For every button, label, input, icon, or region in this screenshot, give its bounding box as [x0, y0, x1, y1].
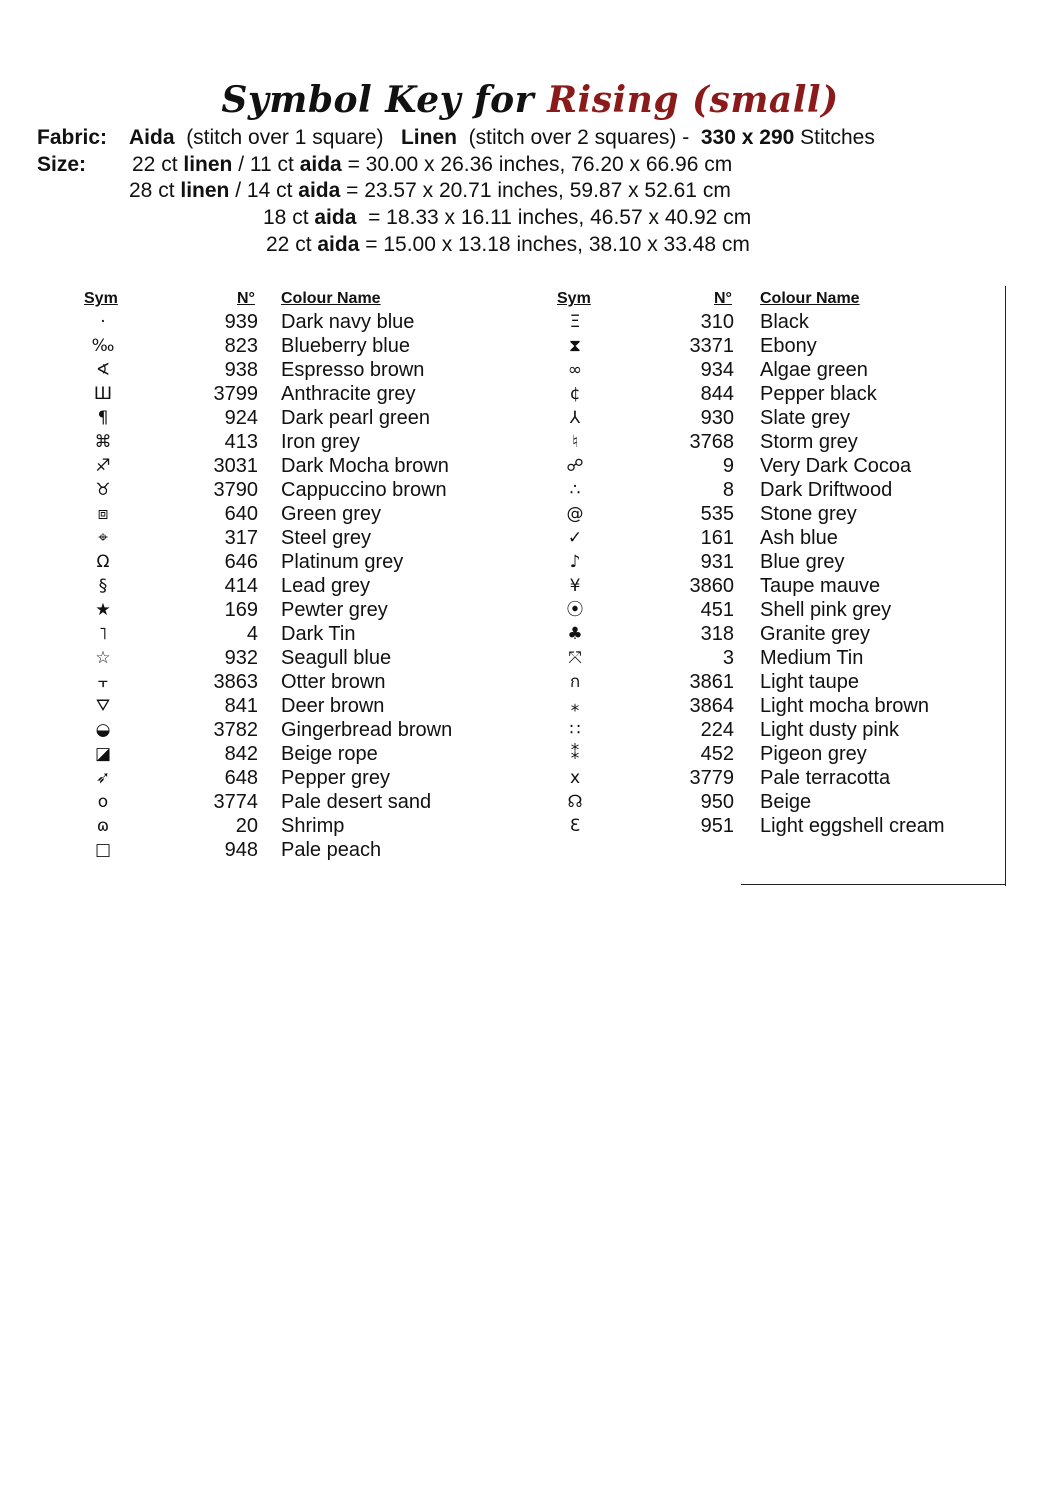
symbol-glyph: ก — [569, 672, 581, 692]
size-line-2: 28 ct linen / 14 ct aida = 23.57 x 20.71 inches, 59.87 x 52.61 cm — [129, 179, 731, 202]
colour-name: Storm grey — [760, 431, 858, 453]
symbol-glyph: ⁑ — [570, 744, 580, 764]
title-prefix: Symbol Key for — [221, 79, 535, 121]
symbol-glyph: ⛛ — [95, 696, 111, 716]
symbol-glyph: ♮ — [571, 432, 579, 452]
symbol-glyph: ☆ — [95, 648, 111, 668]
table-row — [0, 742, 1060, 766]
table-row — [0, 478, 1060, 502]
size-line-4: 22 ct aida = 15.00 x 13.18 inches, 38.10 x 33.48 cm — [266, 233, 750, 256]
table-row — [0, 334, 1060, 358]
floss-number: 3790 — [213, 479, 258, 501]
floss-number: 948 — [224, 839, 258, 861]
colour-name: Otter brown — [281, 671, 386, 693]
floss-number: 224 — [700, 719, 734, 741]
colour-name: Dark navy blue — [281, 311, 415, 333]
table-row — [0, 310, 1060, 334]
colour-name: Black — [760, 311, 809, 333]
fabric-label: Fabric: — [37, 126, 108, 149]
size-label: Size: — [37, 153, 87, 176]
symbol-glyph: § — [98, 576, 108, 596]
fabric-line — [129, 125, 875, 151]
table-row — [0, 646, 1060, 670]
table-row — [0, 670, 1060, 694]
floss-number: 842 — [224, 743, 258, 765]
colour-name: Beige — [760, 791, 812, 813]
symbol-glyph: ♪ — [569, 552, 581, 572]
symbol-glyph: Ξ — [569, 312, 581, 332]
floss-number: 3860 — [689, 575, 734, 597]
floss-number: 932 — [224, 647, 258, 669]
floss-number: 823 — [224, 335, 258, 357]
floss-number: 3031 — [213, 455, 258, 477]
symbol-glyph: Ш — [93, 384, 113, 404]
floss-number: 452 — [700, 743, 734, 765]
symbol-glyph: · — [100, 312, 106, 332]
colour-name: Pale desert sand — [281, 791, 432, 813]
symbol-glyph: ∞ — [567, 360, 583, 380]
table-row — [0, 526, 1060, 550]
symbol-glyph: ♉ — [95, 480, 111, 500]
linen-note: (stitch over 2 squares) - — [468, 126, 690, 149]
table-border-bottom — [741, 884, 1006, 885]
symbol-glyph: ◪ — [94, 744, 112, 764]
floss-number: 4 — [246, 623, 258, 645]
symbol-glyph: ⧗ — [569, 336, 581, 356]
symbol-glyph: ☊ — [567, 792, 583, 812]
colour-name: Stone grey — [760, 503, 857, 525]
symbol-glyph: @ — [566, 504, 584, 524]
table-row — [0, 838, 1060, 862]
floss-number: 3 — [722, 647, 734, 669]
colour-name: Ash blue — [760, 527, 838, 549]
symbol-glyph: ★ — [95, 600, 111, 620]
floss-number: 934 — [700, 359, 734, 381]
symbol-glyph: ⦿ — [566, 600, 584, 620]
floss-number: 3861 — [689, 671, 734, 693]
table-row — [0, 790, 1060, 814]
floss-number: 3863 — [213, 671, 258, 693]
linen-word: Linen — [400, 126, 457, 149]
table-row — [0, 622, 1060, 646]
colour-name: Pepper grey — [281, 767, 390, 789]
floss-number: 930 — [700, 407, 734, 429]
colour-name: Deer brown — [281, 695, 385, 717]
colour-name: Shell pink grey — [760, 599, 892, 621]
floss-number: 841 — [224, 695, 258, 717]
table-row — [0, 358, 1060, 382]
table-row — [0, 502, 1060, 526]
colour-name: Pale peach — [281, 839, 382, 861]
right-header-sym: Sym — [557, 290, 591, 307]
symbol-glyph: ∴ — [569, 480, 581, 500]
symbol-glyph: ɷ — [96, 816, 110, 836]
colour-name: Light taupe — [760, 671, 859, 693]
table-row — [0, 574, 1060, 598]
floss-number: 451 — [700, 599, 734, 621]
floss-number: 414 — [224, 575, 258, 597]
left-header-num: N° — [237, 290, 255, 307]
symbol-glyph: ✓ — [567, 528, 583, 548]
symbol-glyph: ☍ — [566, 456, 584, 476]
table-row — [0, 598, 1060, 622]
pattern-name: Rising (small) — [547, 79, 839, 121]
symbol-glyph: ⫟ — [97, 672, 109, 692]
colour-name: Blue grey — [760, 551, 845, 573]
symbol-glyph: □ — [94, 840, 112, 860]
colour-name: Very Dark Cocoa — [760, 455, 912, 477]
colour-name: Taupe mauve — [760, 575, 881, 597]
table-row — [0, 430, 1060, 454]
floss-number: 318 — [700, 623, 734, 645]
symbol-glyph: ◒ — [95, 720, 111, 740]
floss-number: 931 — [700, 551, 734, 573]
symbol-glyph: ∢ — [95, 360, 111, 380]
symbol-glyph: ˥ — [98, 624, 108, 644]
floss-number: 648 — [224, 767, 258, 789]
symbol-glyph: x — [569, 768, 581, 788]
table-row — [0, 382, 1060, 406]
symbol-glyph: ⌖ — [98, 528, 108, 548]
symbol-glyph: ‰ — [91, 336, 115, 356]
floss-number: 844 — [700, 383, 734, 405]
floss-number: 3864 — [689, 695, 734, 717]
colour-name: Steel grey — [281, 527, 372, 549]
symbol-glyph: ⧈ — [97, 504, 109, 524]
table-row — [0, 406, 1060, 430]
stitches-word: Stitches — [800, 126, 875, 149]
symbol-glyph: ♣ — [567, 624, 583, 644]
table-row — [0, 814, 1060, 838]
symbol-glyph: Ɛ — [569, 816, 581, 836]
colour-name: Cappuccino brown — [281, 479, 447, 501]
floss-number: 3799 — [213, 383, 258, 405]
colour-name: Medium Tin — [760, 647, 864, 669]
colour-name: Pigeon grey — [760, 743, 867, 765]
floss-number: 3371 — [689, 335, 734, 357]
floss-number: 950 — [700, 791, 734, 813]
symbol-glyph: ➶ — [95, 768, 111, 788]
colour-name: Light dusty pink — [760, 719, 899, 741]
colour-name: Anthracite grey — [281, 383, 416, 405]
colour-name: Light mocha brown — [760, 695, 929, 717]
colour-name: Light eggshell cream — [760, 815, 945, 837]
colour-name: Pewter grey — [281, 599, 388, 621]
colour-name: Green grey — [281, 503, 382, 525]
right-header-num: N° — [714, 290, 732, 307]
colour-name: Espresso brown — [281, 359, 425, 381]
symbol-glyph: ⅄ — [569, 408, 581, 428]
colour-name: Dark Tin — [281, 623, 356, 645]
left-header-sym: Sym — [84, 290, 118, 307]
table-row — [0, 454, 1060, 478]
size-line-3: 18 ct aida = 18.33 x 16.11 inches, 46.57 x 40.92 cm — [263, 206, 752, 229]
floss-number: 413 — [224, 431, 258, 453]
floss-number: 646 — [224, 551, 258, 573]
colour-name: Beige rope — [281, 743, 378, 765]
table-row — [0, 694, 1060, 718]
colour-name: Ebony — [760, 335, 817, 357]
colour-name: Slate grey — [760, 407, 851, 429]
symbol-glyph: ⁎ — [570, 696, 580, 716]
stitch-count: 330 x 290 — [700, 126, 795, 149]
colour-name: Iron grey — [281, 431, 360, 453]
colour-name: Lead grey — [281, 575, 370, 597]
colour-name: Platinum grey — [281, 551, 404, 573]
floss-number: 8 — [722, 479, 734, 501]
right-header-name: Colour Name — [760, 290, 860, 307]
aida-word: Aida — [129, 126, 175, 149]
colour-name: Gingerbread brown — [281, 719, 453, 741]
floss-number: 3782 — [213, 719, 258, 741]
symbol-glyph: Ω — [96, 552, 110, 572]
floss-number: 924 — [224, 407, 258, 429]
colour-name: Granite grey — [760, 623, 871, 645]
left-header-name: Colour Name — [281, 290, 381, 307]
floss-number: 169 — [224, 599, 258, 621]
colour-name: Dark Mocha brown — [281, 455, 449, 477]
colour-name: Pepper black — [760, 383, 877, 405]
floss-number: 951 — [700, 815, 734, 837]
colour-name: Seagull blue — [281, 647, 392, 669]
table-row — [0, 718, 1060, 742]
floss-number: 317 — [224, 527, 258, 549]
symbol-glyph: ¢ — [569, 384, 581, 404]
symbol-glyph: ⌘ — [94, 432, 112, 452]
page-title — [0, 76, 1060, 124]
colour-name: Algae green — [760, 359, 868, 381]
symbol-glyph: ¶ — [97, 408, 109, 428]
floss-number: 9 — [722, 455, 734, 477]
symbol-glyph: ⤧ — [568, 648, 582, 668]
colour-name: Shrimp — [281, 815, 345, 837]
symbol-glyph: ∷ — [569, 720, 581, 740]
floss-number: 938 — [224, 359, 258, 381]
floss-number: 161 — [700, 527, 734, 549]
symbol-glyph: o — [97, 792, 109, 812]
floss-number: 3768 — [689, 431, 734, 453]
colour-name: Dark pearl green — [281, 407, 430, 429]
table-border-right — [1005, 286, 1006, 886]
symbol-glyph: ¥ — [569, 576, 581, 596]
colour-name: Blueberry blue — [281, 335, 410, 357]
colour-name: Pale terracotta — [760, 767, 891, 789]
size-line-1: 22 ct linen / 11 ct aida = 30.00 x 26.36 inches, 76.20 x 66.96 cm — [132, 153, 733, 176]
floss-number: 535 — [700, 503, 734, 525]
table-row — [0, 766, 1060, 790]
floss-number: 20 — [235, 815, 258, 837]
colour-name: Dark Driftwood — [760, 479, 893, 501]
floss-number: 310 — [700, 311, 734, 333]
floss-number: 640 — [224, 503, 258, 525]
floss-number: 939 — [224, 311, 258, 333]
table-row — [0, 550, 1060, 574]
symbol-glyph: ♐ — [95, 456, 111, 476]
aida-note: (stitch over 1 square) — [186, 126, 384, 149]
floss-number: 3779 — [689, 767, 734, 789]
floss-number: 3774 — [213, 791, 258, 813]
